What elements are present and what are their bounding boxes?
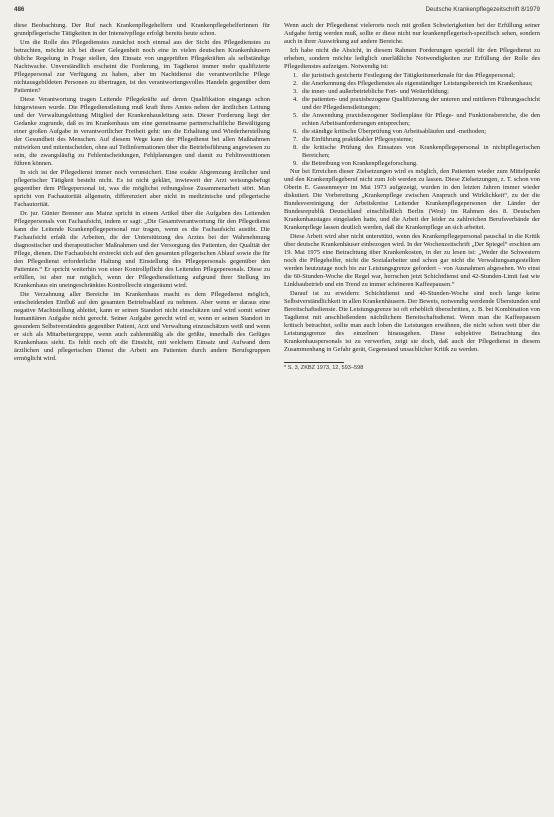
footnote: * S. 3, ZKBZ 1973, 12, 593–598 (284, 365, 364, 371)
left-paragraph: diese Beobachtung. Der Ruf nach Krankenpflegehelfern und Krankenpflegehelferinnen für grundpflegerische Tätigkeiten in der Intensivpflege erfolgt bereits heute schon. (14, 22, 270, 37)
list-item-number: 8. (293, 144, 298, 151)
left-paragraph: In sich ist der Pflegedienst immer noch verunsichert. Eine exakte Abgrenzung ärztlicher und pflegerischer Tätigkeit besteht nicht. Es ist nicht geklärt, inwieweit der Arzt weisungsbefugt gegenüber dem Pflegepersonal ist, was die möglichst reibungslose Zusammenarbeit stört. Man spricht von Fachautorität allgemein, differenziert aber nicht in medizinische und pflegerische Fachautorität. (14, 169, 270, 208)
list-item-text: die Anwendung praxisbezogener Stellenpläne für Pflege- und Funktionsbereiche, die den echten Arbeitsanforderungen entsprechen; (302, 112, 540, 127)
left-paragraph: Dr. jur. Günter Brenner aus Mainz spricht in einem Artikel über die Aufgaben des Leitenden Pflegepersonals von Fachaufsicht, indem er sagt: „Die Gesamtverantwortung für den Pflegedienst kann die Leitende Krankenpflegepersonal nur tragen, wenn es die Fachaufsicht ausübt. Die Fachaufsicht erfaßt die Arbeiten, die der Unterstützung des Arztes bei der Wahrnehmung diagnostischer und therapeutischer Maßnahmen und der Versorgung des Patienten, der Qualität der Pflege, dienen. Die Fachaufsicht erstreckt sich auf den gesamten pflegerischen Ablauf sowie die für den Pflegedienst erforderliche Haltung und Einstellung des Pflegepersonals gegenüber den Patienten.“ Er spricht weiterhin von einer Kontrollpflicht des Leitenden Pflegepersonals. Diese zu erfüllen, ist aber nur möglich, wenn der Pflegedienstleitung aufgrund ihrer Stellung im Krankenhaus ein uneingeschränktes Kontrollrecht eingeräumt wird. (14, 210, 270, 289)
page-number: 486 (14, 6, 25, 13)
left-column (14, 22, 270, 372)
list-item (293, 96, 540, 112)
left-paragraph: Die Verzahnung aller Bereiche im Krankenhaus macht es dem Pflegedienst möglich, entscheidenden Einfluß auf den gesamten Betriebsablauf zu nehmen. Aber wenn er daraus eine negative Machtstellung ableitet, kann er seinen Standort nicht einschätzen und wird somit seiner humanitären Aufgabe nicht gerecht. Seiner Aufgabe gerecht wird er, wenn er seinen Standort in gesundem Selbstverständnis gegenüber Patient, Arzt und Verwaltung einzuschätzen weiß und wenn er sich als Mitarbeitergruppe, wenn auch zahlenmäßig als die größte, innerhalb des Gefüges Krankenhaus sieht. Es fehlt noch oft die Einsicht, mit welchem Einsatz und Aufwand dem ärztlichen und pflegerischen Dienst die Arbeit am Patienten durch andere Berufsgruppen ermöglicht wird. (14, 291, 270, 362)
list-item-number: 6. (293, 128, 298, 135)
list-item-text: die juristisch gesicherte Festlegung der Tätigkeitsmerkmale für das Pflegepersonal; (302, 72, 515, 79)
list-item-text: die ständige kritische Überprüfung von Arbeitsabläufen und -methoden; (302, 128, 487, 135)
list-item (293, 136, 540, 144)
list-item (293, 144, 540, 160)
list-item (293, 88, 540, 96)
right-body (284, 168, 540, 354)
page-header (14, 6, 540, 16)
journal-title: Deutsche Krankenpflegezeitschrift 8/1979 (425, 6, 540, 13)
list-item-number: 3. (293, 88, 298, 95)
list-item-number: 7. (293, 136, 298, 143)
list-item-text: die inner- und außerbetriebliche Fort- und Weiterbildung; (302, 88, 449, 95)
list-item-number: 2. (293, 80, 298, 87)
right-paragraph: Nur bei Erreichen dieser Zielsetzungen wird es möglich, den Patienten wieder zum Mittelpunkt und den Krankenpflegeberuf nicht zum Job werden zu lassen. Diese Zielsetzungen, z. T. schon von Oberin E. Gassenmeyer im Mai 1973 aufgezeigt, wurden in den letzten Jahren immer wieder diskutiert. Die Vorbereitung „Krankenpflege zwischen Anspruch und Wirklichkeit“, zu der die Bundesvereinigung der Arbeitskreise Leitender Krankenpflegepersonen der Länder der Bundesrepublik Deutschland einschließlich Berlin (West) im Rahmen des 8. Deutschen Krankenhaustages eingeladen hatte, und die Arbeit der leider zu zahlreichen Berufsverbände der Krankenpflege lassen deutlich werden, daß die Krankenpflege an sich arbeitet. (284, 168, 540, 231)
list-item-number: 4. (293, 96, 298, 103)
right-paragraph: Diese Arbeit wird aber nicht unterstützt, wenn des Krankenpflegepersonal pauschal in die Kritik über deutsche Krankenhäuser einbezogen wird. In der Wochenzeitschrift „Der Spiegel“ erschien am 19. Mai 1975 eine Betrachtung über Krankenkosten, in der zu lesen ist: „Weder die Schwestern noch die Pflegehelfer, nicht die Sozialarbeiter und schon gar nicht die Verwaltungsangestellten werden heutzutage noch bis zur Leistungsgrenze gefordert – von Ausnahmen abgesehen. Wo einst die 60-Stunden-Woche die Regel war, herrschen jetzt Schichtdienst und 42-Stunden-Limit fast wie Linkbaubetrieb und ein Trend zu immer schöneren Kaffeepausen.“ (284, 233, 540, 288)
list-item-text: die Betreibung von Krankenpflegeforschung. (302, 160, 418, 167)
left-paragraph: Um die Rolle des Pflegedienstes zunächst noch einmal aus der Sicht des Pflegedienstes zu betrachten, möchte ich bei dieser Gelegenheit noch eine in vielen deutschen Krankenhäusern übliche Regelung in Frage stellen, den Einsatz von ungeprüften Pflegekräften als selbständige Nachtwache. Unverständlich erscheint die Forderung, im Tagdienst immer mehr qualifizierte Pflegepersonal zur Verfügung zu haben, aber im Nachtdienst die verantwortliche Pflege nichtausgebildeten Personen zu übertragen, ist des verantwortungsvolles Handeln gegenüber dem Patienten? (14, 39, 270, 94)
requirements-list (284, 72, 540, 168)
list-item-text: die Einführung praktikabler Pflegesysteme; (302, 136, 414, 143)
list-item-text: die kritische Prüfung des Einsatzes von Krankenpflegepersonal in nichtpflegerischen Bereichen; (302, 144, 540, 159)
list-item (293, 80, 540, 88)
right-paragraph: Darauf ist zu erwidern: Schichtdienst und 40-Stunden-Woche sind noch lange keine Selbstverständlichkeit in allen Krankenhäusern. Der Beweis, notwendig werdende Überstunden und Bereitschaftsdienste. Die Leistungsgrenze ist oft erheblich überschritten, z. B. bei Kombination von Tagdienst mit anschließendem nächtlichem Bereitschaftsdienst. Wenn man die Kaffeepausen kritisch betrachtet, sollte man auch loben die Leistungen erwähnen, die nicht schon weit über die Leistungsgrenze des einzelnen hinausgehen. Diese subjektive Betrachtung des Krankenhauspersonals ist zu verwerfen, zeigt sie doch, daß auch der Pflegedienst in diesem Zusammenhang in Gefahr gerät, Gegenstand unsachlicher Kritik zu werden. (284, 290, 540, 353)
right-intro (284, 22, 540, 71)
text-columns (14, 22, 540, 372)
list-item (293, 112, 540, 128)
list-item-number: 9. (293, 160, 298, 167)
list-item (293, 72, 540, 80)
footnote-rule (284, 362, 344, 363)
list-item-text: die Anerkennung des Pflegedienstes als eigenständiger Leistungsbereich im Krankenhaus; (302, 80, 533, 87)
right-intro-paragraph: Wenn auch der Pflegedienst vielerorts noch mit großen Schwierigkeiten bei der Erfüllung seiner Aufgabe fertig werden muß, sollte er diese nicht nur krankenpflegerisch-spezifisch sehen, sondern auch in ihrer Auswirkung auf andere Bereiche. (284, 22, 540, 45)
right-column (284, 22, 540, 372)
left-paragraph: Diese Verantwortung tragen Leitende Pflegekräfte auf deren Qualifikation eingangs schon hingewiesen wurde. Die Pflegedienstleitung muß kraft ihres Amtes neben der ärztlichen Leitung und der Verwaltungsleitung Mitglied der Krankenhausleitung sein. Dieser Forderung liegt der Gedanke zugrunde, daß es im Krankenhaus um eine gemeinsame partnerschaftliche Bewältigung einer großen Aufgabe in verantwortlicher Freiheit geht: um die Erhaltung und Wiederherstellung der Gesundheit des Menschen. Auf diesem Wege kann der Pflegedienst bei allen Maßnahmen mitwirken und mitentscheiden, ohne auf Teilinformationen über die Betriebsführung angewiesen zu sein, die zwangsläufig zu Fehlentscheidungen, Fehlplanungen und damit zu Fehlinvestitionen führen können. (14, 96, 270, 167)
list-item (293, 160, 540, 168)
list-item-number: 1. (293, 72, 298, 79)
list-item (293, 128, 540, 136)
right-intro-paragraph: Ich habe nicht die Absicht, in diesem Rahmen Forderungen speziell für den Pflegedienst zu erheben, sondern möchte lediglich unerläßliche Notwendigkeiten zur Erfüllung der Rolle des Pflegedienstes aufzeigen. Notwendig ist: (284, 47, 540, 70)
list-item-text: die patienten- und praxisbezogene Qualifizierung der unteren und mittleren Führungsschicht und der Pflegedienstleitungen; (302, 96, 540, 111)
list-item-number: 5. (293, 112, 298, 119)
